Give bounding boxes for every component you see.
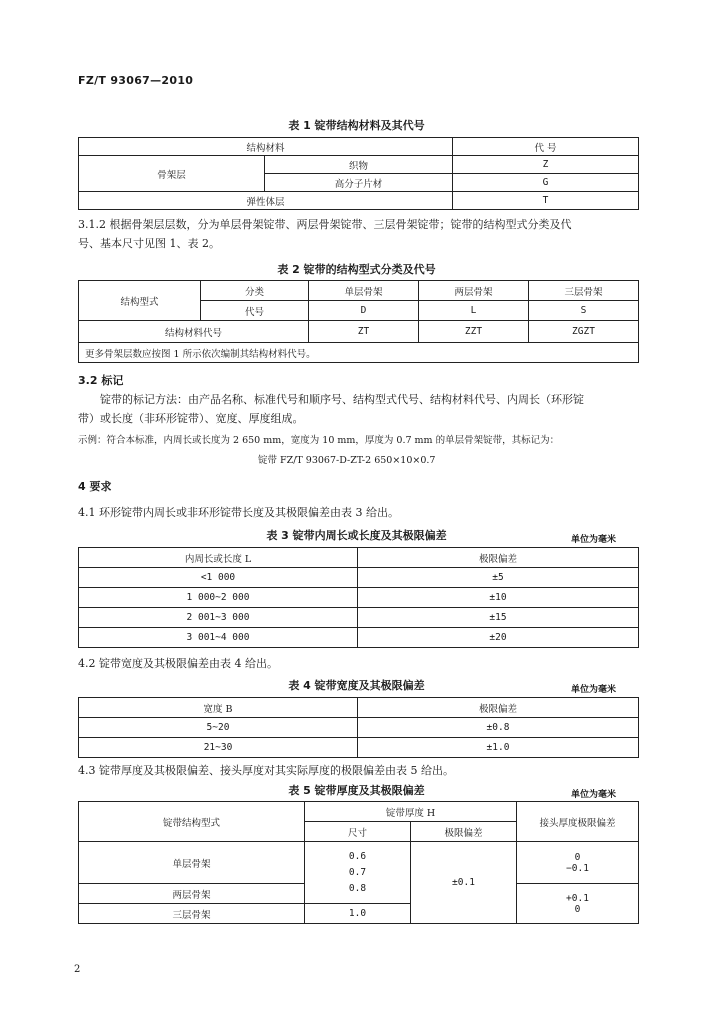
table3-header: 内周长或长度 L <box>79 548 358 568</box>
table2-cell: 单层骨架 <box>309 281 419 301</box>
table1-cell: T <box>453 192 639 210</box>
table1-caption: 表 1 锭带结构材料及其代号 <box>288 119 425 132</box>
table2-cell: S <box>529 301 639 321</box>
table2-note: 更多骨架层数应按图 1 所示依次编制其结构材料代号。 <box>79 343 639 363</box>
table1-cell: 高分子片材 <box>265 174 453 192</box>
table5-form-cell: 三层骨架 <box>79 904 305 924</box>
table2-cell: D <box>309 301 419 321</box>
table5-thickness-header: 锭带厚度 H <box>305 802 517 822</box>
table4-header: 宽度 B <box>79 698 358 718</box>
table-row-cell: ±5 <box>358 568 639 588</box>
table1-header-material: 结构材料 <box>79 138 453 156</box>
table1-skeleton: 骨架层 <box>79 156 265 192</box>
size-value: 0.8 <box>348 882 367 894</box>
table5-caption: 表 5 锭带厚度及其极限偏差 <box>288 784 425 797</box>
table5-deviation-cell: ±0.1 <box>411 842 517 924</box>
table-row-cell: ±10 <box>358 588 639 608</box>
table5-form-header: 锭带结构型式 <box>79 802 305 842</box>
marking-example: 示例：符合本标准，内周长或长度为 2 650 mm，宽度为 10 mm，厚度为 0.7 mm 的单层骨架锭带，其标记为： <box>78 435 560 446</box>
table2-cell: ZGZT <box>529 321 639 343</box>
joint-value: 0 <box>574 851 581 863</box>
table-row-cell: <1 000 <box>79 568 358 588</box>
table1-header-code: 代 号 <box>453 138 639 156</box>
table2-cell: 三层骨架 <box>529 281 639 301</box>
table-row-cell: ±20 <box>358 628 639 648</box>
joint-value: +0.1 <box>566 892 589 904</box>
table5 <box>78 801 639 924</box>
table3-caption: 表 3 锭带内周长或长度及其极限偏差 <box>266 529 447 542</box>
table4-caption: 表 4 锭带宽度及其极限偏差 <box>288 679 425 692</box>
table1 <box>78 137 639 210</box>
table5-form-cell: 单层骨架 <box>79 842 305 884</box>
table5-form-cell: 两层骨架 <box>79 884 305 904</box>
table1-cell: 织物 <box>265 156 453 174</box>
table5-unit: 单位为毫米 <box>571 790 617 800</box>
standard-code-header: FZ/T 93067—2010 <box>78 74 194 87</box>
table1-cell: Z <box>453 156 639 174</box>
table-row-cell: ±0.8 <box>358 718 639 738</box>
table5-sizes-upper <box>305 842 411 904</box>
table2-material-code-label: 结构材料代号 <box>79 321 309 343</box>
marking-string: 锭带 FZ/T 93067-D-ZT-2 650×10×0.7 <box>258 455 436 466</box>
table5-joint-upper <box>517 842 639 884</box>
table5-deviation-header: 极限偏差 <box>411 822 517 842</box>
table4 <box>78 697 639 758</box>
table2-form-label: 结构型式 <box>79 281 201 321</box>
table2-cell: L <box>419 301 529 321</box>
table5-size-header: 尺寸 <box>305 822 411 842</box>
section-3-2-title: 3.2 标记 <box>78 374 124 387</box>
joint-value: 0 <box>574 903 581 915</box>
para-line: 锭带的标记方法：由产品名称、标准代号和顺序号、结构型式代号、结构材料代号、内周长（环形锭 <box>100 393 584 406</box>
table-row-cell: ±15 <box>358 608 639 628</box>
para-3-1-2 <box>78 215 638 253</box>
section-3-2-body <box>78 390 638 428</box>
table3-header: 极限偏差 <box>358 548 639 568</box>
table-row-cell: 2 001~3 000 <box>79 608 358 628</box>
table2-class-label: 分类 <box>201 281 309 301</box>
joint-value: −0.1 <box>566 862 589 874</box>
size-value: 0.7 <box>348 866 367 878</box>
table2-cell: 两层骨架 <box>419 281 529 301</box>
para-4-3: 4.3 锭带厚度及其极限偏差、接头厚度对其实际厚度的极限偏差由表 5 给出。 <box>78 764 454 777</box>
table5-size-cell: 1.0 <box>305 904 411 924</box>
section-4-title: 4 要求 <box>78 480 112 493</box>
table1-cell: G <box>453 174 639 192</box>
para-line: 号、基本尺寸见图 1、表 2。 <box>78 237 220 250</box>
table4-unit: 单位为毫米 <box>571 685 617 695</box>
para-4-1: 4.1 环形锭带内周长或非环形锭带长度及其极限偏差由表 3 给出。 <box>78 506 399 519</box>
table2-cell: ZT <box>309 321 419 343</box>
page-number: 2 <box>74 964 81 975</box>
table2-code-label: 代号 <box>201 301 309 321</box>
table2-caption: 表 2 锭带的结构型式分类及代号 <box>277 263 436 276</box>
table-row-cell: 5~20 <box>79 718 358 738</box>
table2 <box>78 280 639 363</box>
table5-joint-header: 接头厚度极限偏差 <box>517 802 639 842</box>
table3 <box>78 547 639 648</box>
table4-header: 极限偏差 <box>358 698 639 718</box>
table2-cell: ZZT <box>419 321 529 343</box>
table-row-cell: 1 000~2 000 <box>79 588 358 608</box>
table-row-cell: ±1.0 <box>358 738 639 758</box>
table3-unit: 单位为毫米 <box>571 535 617 545</box>
table1-elastic: 弹性体层 <box>79 192 453 210</box>
para-4-2: 4.2 锭带宽度及其极限偏差由表 4 给出。 <box>78 657 278 670</box>
table-row-cell: 3 001~4 000 <box>79 628 358 648</box>
table-row-cell: 21~30 <box>79 738 358 758</box>
table5-joint-lower <box>517 884 639 924</box>
size-value: 0.6 <box>348 850 367 862</box>
para-line: 带）或长度（非环形锭带）、宽度、厚度组成。 <box>78 412 304 425</box>
para-line: 3.1.2 根据骨架层层数，分为单层骨架锭带、两层骨架锭带、三层骨架锭带；锭带的结构型式分类及代 <box>78 218 572 231</box>
